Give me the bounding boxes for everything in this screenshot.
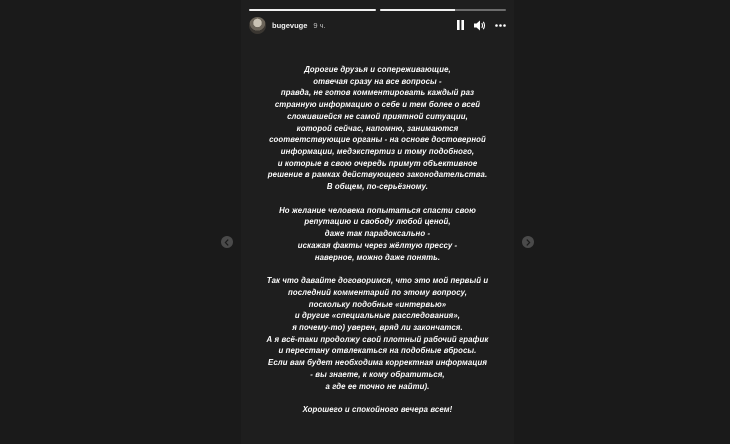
speaker-icon: [474, 20, 486, 31]
more-icon: [495, 24, 506, 27]
story-text-line: странную информацию о себе и тем более о всей: [274, 100, 481, 110]
story-text-line: последний комментарий по этому вопросу,: [287, 287, 468, 297]
story-text-line: соответствующие органы - на основе достоверной: [269, 135, 486, 145]
story-text-line: сложившейся не самой приятной ситуации,: [287, 111, 468, 121]
story-text-line: даже так парадоксально -: [324, 229, 431, 239]
story-text-line: А я всё-таки продолжу свой плотный рабочий график: [266, 334, 489, 344]
story-paragraph: [255, 404, 500, 416]
chevron-right-icon: [525, 239, 531, 246]
progress-fill: [380, 9, 456, 11]
avatar[interactable]: [249, 17, 266, 34]
story-text-line: и перестану отвлекаться на подобные вбросы.: [278, 346, 477, 356]
story-text-line: правда, не готов комментировать каждый раз: [280, 88, 475, 98]
progress-fill: [249, 9, 376, 11]
story-text-line: репутацию и свободу любой ценой,: [304, 217, 451, 227]
story-viewer: [241, 0, 514, 444]
story-text-line: искажая факты через жёлтую прессу -: [297, 240, 458, 250]
story-text-line: В общем, по-серьёзному.: [326, 182, 429, 192]
time-ago: 9 ч.: [313, 20, 326, 30]
mute-button[interactable]: [474, 19, 486, 31]
story-text-line: Но желание человека попытаться спасти свою: [279, 205, 476, 215]
progress-segment: [249, 9, 376, 11]
story-text-line: Так что давайте договоримся, что это мой первый и: [266, 276, 489, 286]
more-options-button[interactable]: [494, 19, 506, 31]
next-story-button[interactable]: [522, 236, 534, 248]
story-text-line: отвечая сразу на все вопросы -: [313, 76, 442, 86]
story-paragraph: [255, 275, 500, 392]
pause-button[interactable]: [454, 19, 466, 31]
previous-story-button[interactable]: [221, 236, 233, 248]
story-text-line: и другие «специальные расследования»,: [294, 311, 461, 321]
chevron-left-icon: [224, 239, 230, 246]
story-paragraph: [255, 64, 500, 193]
story-text-line: Если вам будет необходима корректная информация: [267, 358, 488, 368]
story-paragraph: [255, 205, 500, 264]
username[interactable]: bugevuge: [272, 20, 308, 30]
story-text-line: Дорогие друзья и сопереживающие,: [304, 65, 451, 74]
story-text-line: наверное, можно даже понять.: [314, 252, 441, 262]
story-text-line: и которые в свою очередь примут объективное: [277, 158, 478, 168]
progress-segment: [380, 9, 507, 11]
story-header: [249, 15, 506, 35]
story-text-line: а где ее точно не найти).: [325, 381, 430, 391]
story-text-line: - вы знаете, к кому обратиться,: [310, 369, 445, 379]
pause-icon: [456, 20, 465, 30]
story-text-line: решение в рамках действующего законодательства.: [267, 170, 488, 180]
story-text: [255, 64, 500, 428]
story-progress-bar: [249, 9, 506, 11]
story-text-line: информации, медэкспертиз и тому подобного,: [280, 146, 475, 156]
story-controls: [454, 19, 506, 31]
story-text-line: которой сейчас, напомню, занимаются: [296, 123, 459, 133]
story-text-line: Хорошего и спокойного вечера всем!: [302, 405, 453, 415]
story-text-line: поскольку подобные «интервью»: [308, 299, 447, 309]
story-text-line: я почему-то) уверен, вряд ли закончатся.: [292, 323, 463, 333]
